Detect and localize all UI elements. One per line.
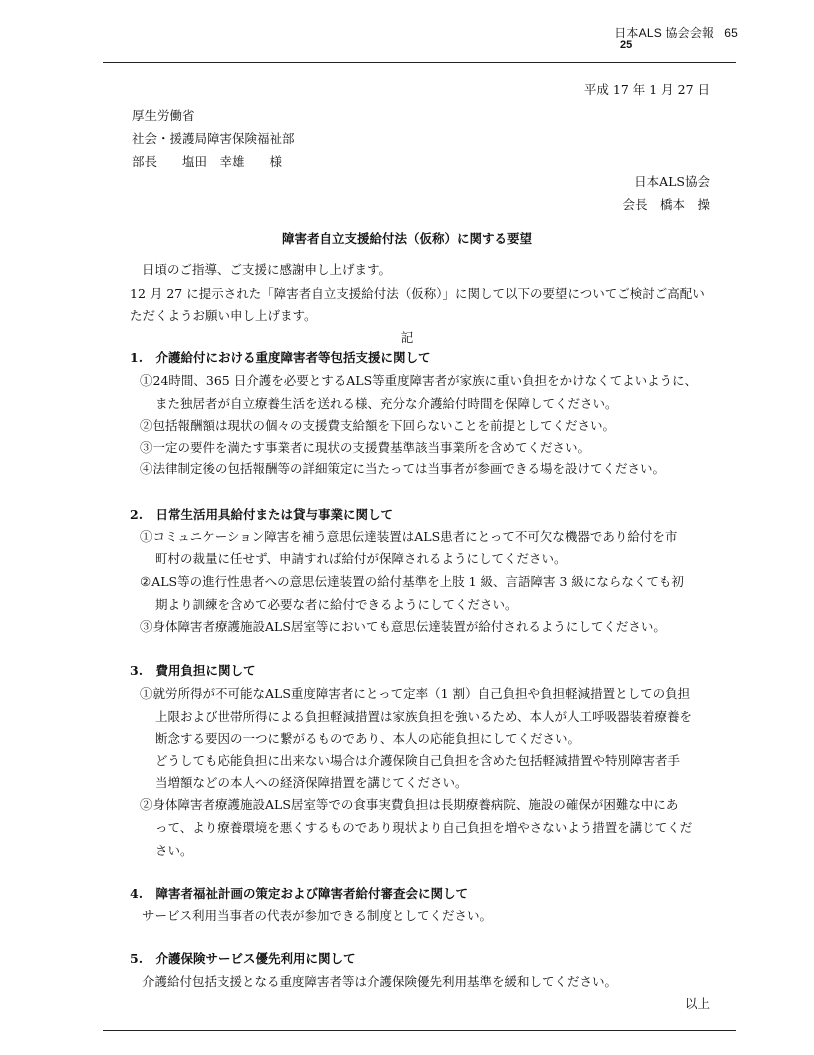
issue-number: 25 — [620, 39, 633, 51]
recipient-line: 部長 塩田 幸雄 様 — [132, 154, 283, 169]
section-line: ②ALS等の進行性患者への意思伝達装置の給付基準を上肢 1 級、言語障害 3 級にならなくても初 — [140, 574, 684, 589]
section-line: 上限および世帯所得による負担軽減措置は家族負担を強いるため、本人が人工呼吸器装着療養を — [155, 709, 693, 724]
section-heading: 2. 日常生活用具給付または貸与事業に関して — [130, 507, 394, 522]
letter-date: 平成 17 年 1 月 27 日 — [583, 82, 710, 97]
recipient-line: 厚生労働省 — [132, 108, 195, 123]
sender-name: 会長 橋本 操 — [622, 197, 710, 212]
section-line: サービス利用当事者の代表が参加できる制度としてください。 — [142, 908, 493, 923]
section-line: ③一定の要件を満たす事業者に現状の支援費基準該当事業所を含めてください。 — [140, 440, 591, 455]
intro-line: ただくようお願い申し上げます。 — [130, 308, 317, 323]
section-line: 介護給付包括支援となる重度障害者等は介護保険優先利用基準を緩和してください。 — [142, 974, 618, 989]
intro-line: 12 月 27 に提示された「障害者自立支援給付法（仮称）」に関して以下の要望についてご検討ご高配い — [130, 286, 705, 301]
section-line: どうしても応能負担に出来ない場合は介護保険自己負担を含めた包括軽減措置や特別障害者手 — [155, 753, 681, 768]
section-line: ①就労所得が不可能なALS重度障害者にとって定率（1 割）自己負担や負担軽減措置としての負担 — [140, 686, 691, 701]
section-line: って、より療養環境を悪くするものであり現状より自己負担を増やさないよう措置を講じてくだ — [155, 820, 693, 835]
intro-line: 日頃のご指導、ご支援に感謝申し上げます。 — [142, 262, 392, 277]
header-rule — [103, 62, 736, 63]
section-heading: 5. 介護保険サービス優先利用に関して — [130, 951, 356, 966]
section-line: 町村の裁量に任せず、申請すれば給付が保障されるようにしてください。 — [155, 551, 567, 566]
section-line: また独居者が自立療養生活を送れる様、充分な介護給付時間を保障してください。 — [155, 396, 618, 411]
letter-title: 障害者自立支援給付法（仮称）に関する要望 — [281, 231, 532, 246]
section-line: ①24時間、365 日介護を必要とするALS等重度障害者が家族に重い負担をかけなくてよいように、 — [140, 373, 698, 388]
section-line: 期より訓練を含めて必要な者に給付できるようにしてください。 — [155, 597, 518, 612]
section-heading: 3. 費用負担に関して — [130, 663, 256, 678]
section-line: ②包括報酬額は現状の個々の支援費支給額を下回らないことを前提としてください。 — [140, 418, 616, 433]
closing-mark: 以上 — [684, 996, 710, 1011]
section-line: ②身体障害者療護施設ALS居室等での食事実費負担は長期療養病院、施設の確保が困難な中にあ — [140, 797, 679, 812]
section-line: 断念する要因の一つに繋がるものであり、本人の応能負担にしてください。 — [155, 731, 581, 746]
section-line: 当増額などの本人への経済保障措置を講じてください。 — [155, 775, 468, 790]
section-line: さい。 — [155, 843, 193, 858]
recipient-line: 社会・援護局障害保険福祉部 — [132, 131, 295, 146]
footer-rule — [103, 1030, 736, 1031]
page-number: 65 — [724, 26, 738, 40]
journal-name: 日本ALS 協会会報 — [614, 26, 715, 40]
running-header — [614, 24, 738, 41]
ki-mark: 記 — [400, 330, 414, 345]
section-heading: 4. 障害者福祉計画の策定および障害者給付審査会に関して — [130, 886, 469, 901]
section-line: ①コミュニケーション障害を補う意思伝達装置はALS患者にとって不可欠な機器であり給付を市 — [140, 529, 678, 544]
sender-org: 日本ALS協会 — [634, 174, 710, 189]
section-line: ④法律制定後の包括報酬等の詳細策定に当たっては当事者が参画できる場を設けてください。 — [140, 461, 666, 476]
section-heading: 1. 介護給付における重度障害者等包括支援に関して — [130, 350, 431, 365]
section-line: ③身体障害者療護施設ALS居室等においても意思伝達装置が給付されるようにしてください。 — [140, 619, 666, 634]
